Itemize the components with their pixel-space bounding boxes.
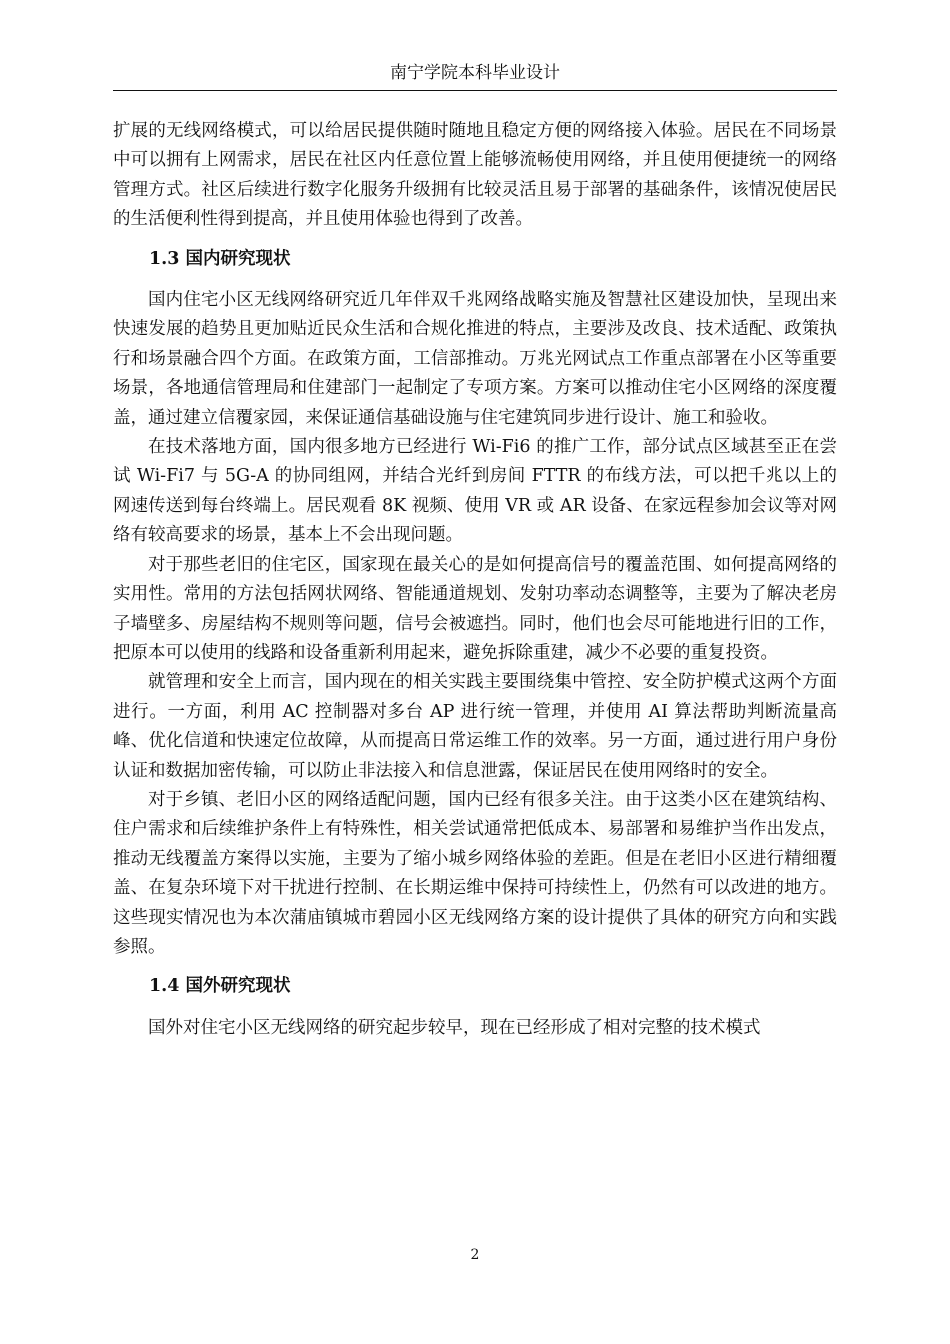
paragraph-management-security: 就管理和安全上而言，国内现在的相关实践主要围绕集中管控、安全防护模式这两个方面进行。一方面，利用 AC 控制器对多台 AP 进行统一管理，并使用 AI 算法帮助判断流量高峰、优化信道和快速定位故障，从而提高日常运维工作的效率。另一方面，通过进行用户身份认证和数据加密传输，可以防止非法接入和信息泄露，保证居民在使用网络时的安全。 [113, 672, 837, 781]
section-heading-1-4: 1.4 国外研究现状 [149, 976, 291, 997]
page-number: 2 [470, 1247, 480, 1263]
paragraph-domestic-overview: 国内住宅小区无线网络研究近几年伴双千兆网络战略实施及智慧社区建设加快，呈现出来快速发展的趋势且更加贴近民众生活和合规化推进的特点，主要涉及改良、技术适配、政策执行和场景融合四个方面。在政策方面，工信部推动。万兆光网试点工作重点部署在小区等重要场景，各地通信管理局和住建部门一起制定了专项方案。方案可以推动住宅小区网络的深度覆盖，通过建立信覆家园，来保证通信基础设施与住宅建筑同步进行设计、施工和验收。 [113, 290, 837, 428]
paragraph-old-residential: 对于那些老旧的住宅区，国家现在最关心的是如何提高信号的覆盖范围、如何提高网络的实用性。常用的方法包括网状网络、智能通道规划、发射功率动态调整等，主要为了解决老房子墙壁多、房屋结构不规则等问题，信号会被遮挡。同时，他们也会尽可能地进行旧的工作，把原本可以使用的线路和设备重新利用起来，避免拆除重建，减少不必要的重复投资。 [113, 554, 837, 663]
paragraph-technology-deployment: 在技术落地方面，国内很多地方已经进行 Wi-Fi6 的推广工作，部分试点区域甚至正在尝试 Wi-Fi7 与 5G-A 的协同组网，并结合光纤到房间 FTTR 的布线方法，可以把千兆以上的网速传送到每台终端上。居民观看 8K 视频、使用 VR 或 AR 设备、在家远程参加会议等对网络有较高要求的场景，基本上不会出现问题。 [113, 437, 837, 546]
paragraph-continuation: 扩展的无线网络模式，可以给居民提供随时随地且稳定方便的网络接入体验。居民在不同场景中可以拥有上网需求，居民在社区内任意位置上能够流畅使用网络，并且使用便捷统一的网络管理方式。社区后续进行数字化服务升级拥有比较灵活且易于部署的基础条件，该情况使居民的生活便利性得到提高，并且使用体验也得到了改善。 [113, 121, 837, 230]
document-body [113, 117, 837, 1043]
paragraph-township-adaptation: 对于乡镇、老旧小区的网络适配问题，国内已经有很多关注。由于这类小区在建筑结构、住户需求和后续维护条件上有特殊性，相关尝试通常把低成本、易部署和易维护当作出发点，推动无线覆盖方案得以实施，主要为了缩小城乡网络体验的差距。但是在老旧小区进行精细覆盖、在复杂环境下对干扰进行控制、在长期运维中保持可持续性上，仍然有可以改进的地方。这些现实情况也为本次蒲庙镇城市碧园小区无线网络方案的设计提供了具体的研究方向和实践参照。 [113, 789, 837, 957]
section-heading-1-3: 1.3 国内研究现状 [149, 248, 291, 269]
header-rule [113, 90, 837, 91]
page-header-title: 南宁学院本科毕业设计 [390, 63, 560, 83]
paragraph-foreign-overview: 国外对住宅小区无线网络的研究起步较早，现在已经形成了相对完整的技术模式 [148, 1017, 761, 1038]
